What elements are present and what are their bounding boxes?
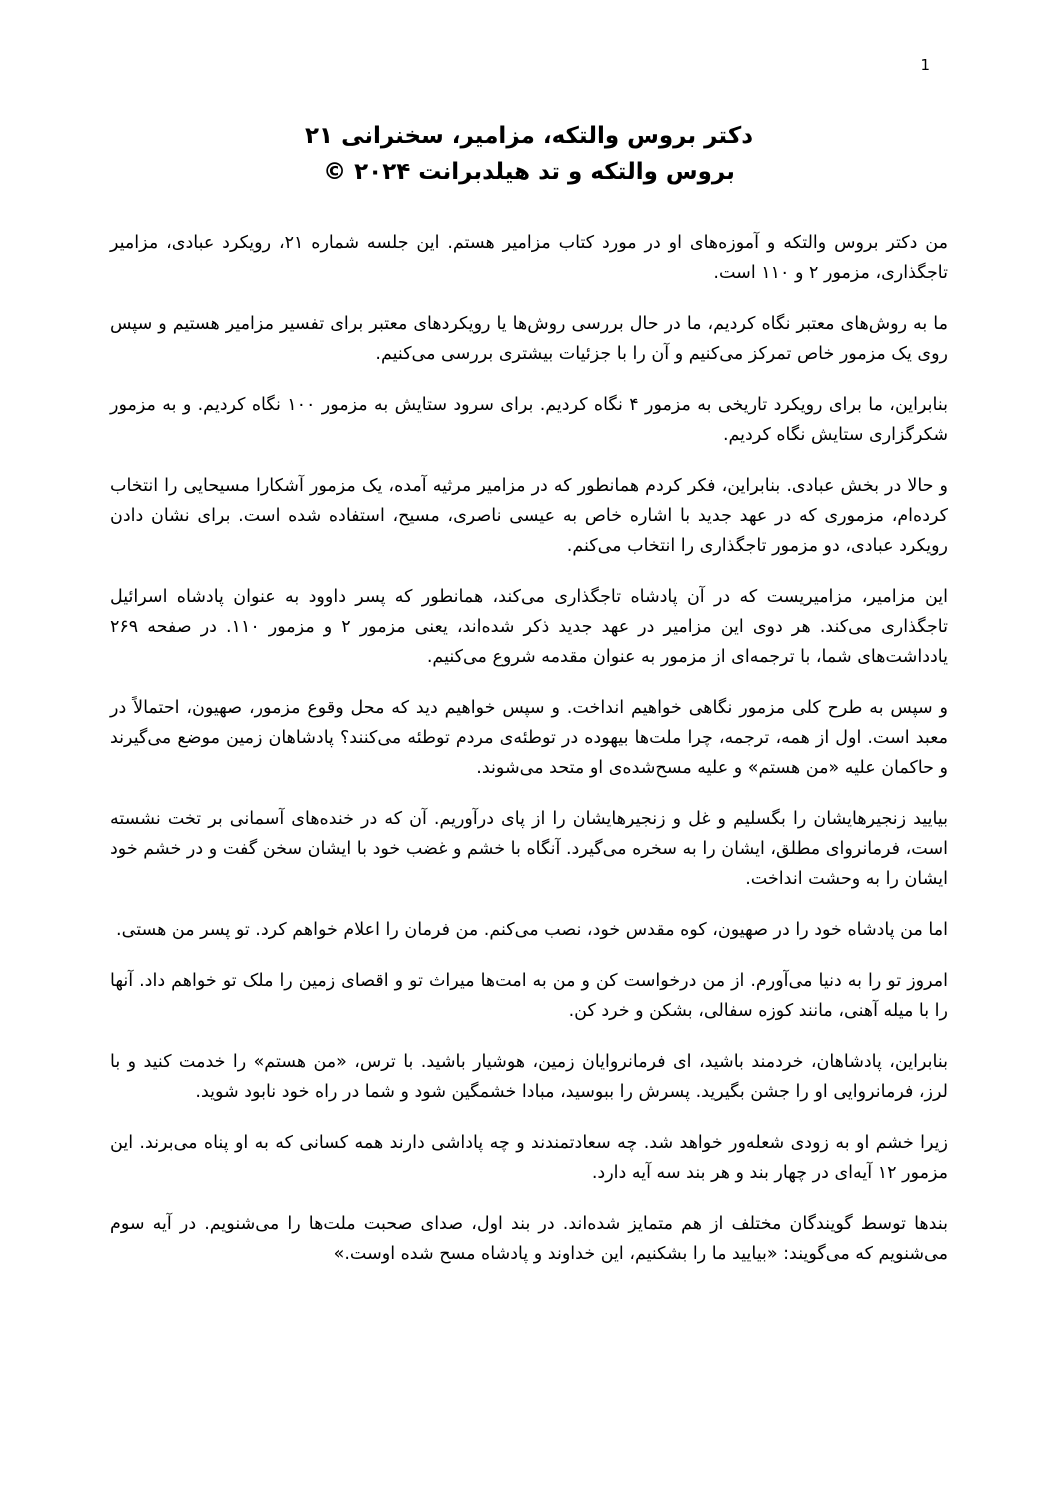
paragraph: ما به روش‌های معتبر نگاه کردیم، ما در حال بررسی روش‌ها یا رویکردهای معتبر برای تفسیر مزامیر هستیم و سپس روی یک مزمور خاص تمرکز می‌کنیم و آن را با جزئیات بیشتری بررسی می‌کنیم. — [110, 314, 948, 364]
paragraph: بیایید زنجیرهایشان را بگسلیم و غل و زنجیرهایشان را از پای درآوریم. آن که در خنده‌های آسمانی بر تخت نشسته است، فرمانروای مطلق، ایشان را به سخره می‌گیرد. آنگاه با خشم و غضب خود با ایشان سخن گفت و در خشم خود ایشان را به وحشت انداخت. — [110, 809, 948, 889]
paragraph: اما من پادشاه خود را در صهیون، کوه مقدس خود، نصب می‌کنم. من فرمان را اعلام خواهم کرد. تو پسر من هستی. — [116, 920, 948, 940]
document-body — [110, 228, 948, 1269]
paragraph: من دکتر بروس والتکه و آموزه‌های او در مورد کتاب مزامیر هستم. این جلسه شماره ۲۱، رویکرد عبادی، مزامیر تاجگذاری، مزمور ۲ و ۱۱۰ است. — [110, 233, 949, 283]
paragraph: زیرا خشم او به زودی شعله‌ور خواهد شد. چه سعادتمندند و چه پاداشی دارند همه کسانی که به او پناه می‌برند. این مزمور ۱۲ آیه‌ای در چهار بند و هر بند سه آیه دارد. — [110, 1133, 948, 1183]
document-title — [110, 118, 948, 190]
paragraph: بنابراین، ما برای رویکرد تاریخی به مزمور ۴ نگاه کردیم. برای سرود ستایش به مزمور ۱۰۰ نگاه کردیم. و به مزمور شکرگزاری ستایش نگاه کردیم. — [110, 395, 949, 445]
title-line-1: دکتر بروس والتکه، مزامیر، سخنرانی ۲۱ — [304, 123, 754, 149]
page-number: 1 — [920, 56, 930, 74]
paragraph: این مزامیر، مزامیریست که در آن پادشاه تاجگذاری می‌کند، همانطور که پسر داوود به عنوان پادشاه اسرائیل تاجگذاری می‌کند. هر دوی این مزامیر در عهد جدید ذکر شده‌اند، یعنی مزمور ۲ و مزمور ۱۱۰. در صفحه ۲۶۹ یادداشت‌های شما، با ترجمه‌ای از مزمور به عنوان مقدمه شروع می‌کنیم. — [110, 587, 948, 667]
paragraph: بندها توسط گویندگان مختلف از هم متمایز شده‌اند. در بند اول، صدای صحبت ملت‌ها را می‌شنویم. در آیه سوم می‌شنویم که می‌گویند: «بیایید ما را بشکنیم، این خداوند و پادشاه مسح شده اوست.» — [110, 1214, 948, 1264]
paragraph: بنابراین، پادشاهان، خردمند باشید، ای فرمانروایان زمین، هوشیار باشید. با ترس، «من هستم» را خدمت کنید و با لرز، فرمانروایی او را جشن بگیرید. پسرش را ببوسید، مبادا خشمگین شود و شما در راه خود نابود شوید. — [110, 1052, 948, 1102]
paragraph: و حالا در بخش عبادی. بنابراین، فکر کردم همانطور که در مزامیر مرثیه آمده، یک مزمور آشکارا مسیحایی را انتخاب کرده‌ام، مزموری که در عهد جدید با اشاره خاص به عیسی ناصری، مسیح، استفاده شده است. برای نشان دادن رویکرد عبادی، دو مزمور تاجگذاری را انتخاب می‌کنم. — [110, 476, 948, 556]
paragraph: و سپس به طرح کلی مزمور نگاهی خواهیم انداخت. و سپس خواهیم دید که محل وقوع مزمور، صهیون، احتمالاً در معبد است. اول از همه، ترجمه، چرا ملت‌ها بیهوده در توطئه‌ی مردم توطئه می‌کنند؟ پادشاهان زمین موضع می‌گیرند و حاکمان علیه «من هستم» و علیه مسح‌شده‌ی او متحد می‌شوند. — [110, 698, 948, 778]
paragraph: امروز تو را به دنیا می‌آورم. از من درخواست کن و من به امت‌ها میراث تو و اقصای زمین را ملک تو خواهم داد. آنها را با میله آهنی، مانند کوزه سفالی، بشکن و خرد کن. — [110, 971, 948, 1021]
title-line-2: بروس والتکه و تد هیلدبرانت ۲۰۲۴ © — [323, 159, 735, 185]
